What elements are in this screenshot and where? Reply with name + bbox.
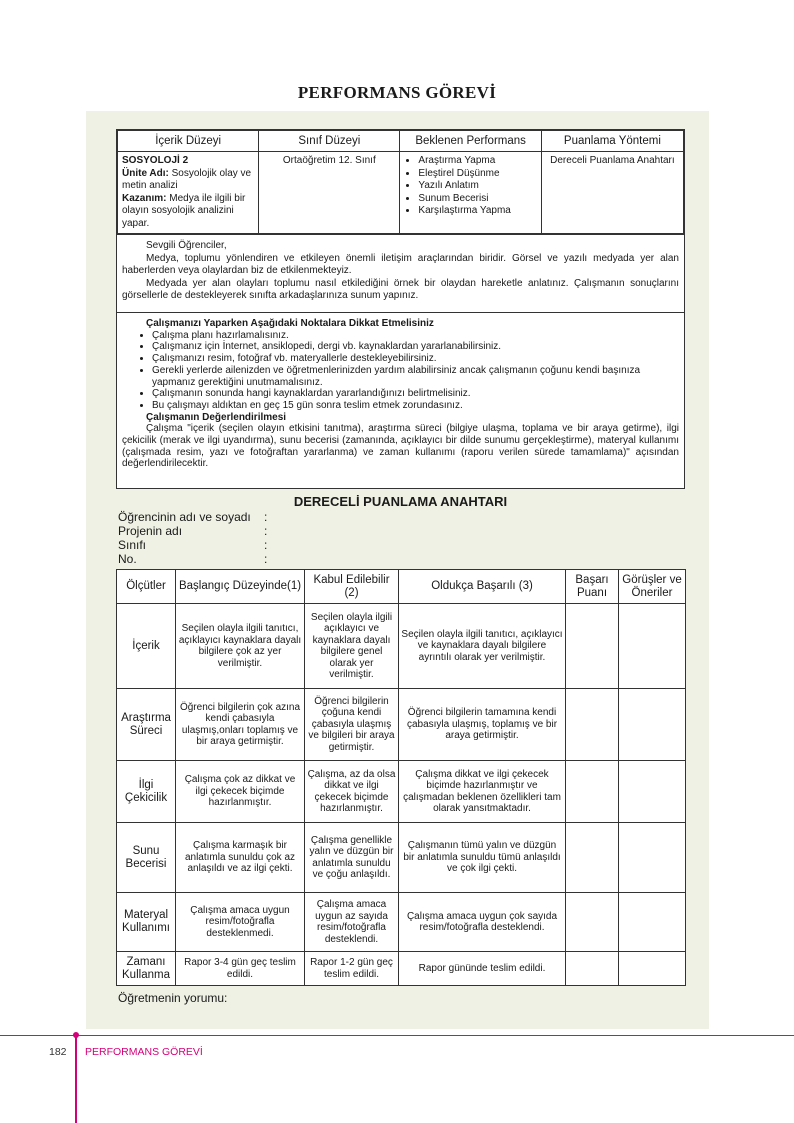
expected-item: • Araştırma Yapma: [418, 155, 536, 168]
criterion-cell: Materyal Kullanımı: [117, 893, 176, 952]
field-label: Öğrencinin adı ve soyadı: [118, 510, 251, 524]
field-colon: :: [264, 538, 268, 552]
field-project-name[interactable]: [118, 524, 418, 538]
field-student-name[interactable]: [118, 510, 418, 524]
scoring-method-cell: Dereceli Puanlama Anahtarı: [541, 152, 683, 234]
level1-cell: Çalışma çok az dikkat ve ilgi çekecek biçimde hazırlanmıştır.: [176, 761, 305, 823]
comments-cell[interactable]: [619, 761, 686, 823]
criterion-cell: Zamanı Kullanma: [117, 952, 176, 986]
table-row: [117, 689, 686, 761]
instruction-item: • Çalışmanız için İnternet, ansiklopedi, dergi vb. kaynaklardan yararlanabilirsiniz.: [152, 341, 679, 353]
footer-section-label: PERFORMANS GÖREVİ: [85, 1046, 203, 1058]
level3-cell: Çalışmanın tümü yalın ve düzgün bir anlatımla sunuldu tümü anlaşıldı ve çok ilgi çekti.: [399, 823, 566, 893]
expected-item: • Eleştirel Düşünme: [418, 168, 536, 181]
student-letter: [116, 235, 685, 313]
grade-cell: Ortaöğretim 12. Sınıf: [259, 152, 400, 234]
instruction-item: • Çalışma planı hazırlamalısınız.: [152, 330, 679, 342]
unit-value: Sosyolojik olay ve metin analizi: [122, 167, 252, 191]
criterion-cell: Sunu Becerisi: [117, 823, 176, 893]
score-cell[interactable]: [566, 604, 619, 689]
level1-cell: Çalışma amaca uygun resim/fotoğrafla desteklenmedi.: [176, 893, 305, 952]
criterion-cell: Araştırma Süreci: [117, 689, 176, 761]
expected-item: • Sunum Becerisi: [418, 193, 536, 206]
gain-label: Kazanım:: [122, 192, 167, 204]
level3-cell: Seçilen olayla ilgili tanıtıcı, açıklayıcı ve kaynaklara dayalı bilgilere ayrıntılı olarak yer verilmiştir.: [399, 604, 566, 689]
level1-cell: Rapor 3-4 gün geç teslim edildi.: [176, 952, 305, 986]
header-grade-level: Sınıf Düzeyi: [259, 131, 400, 152]
level2-cell: Çalışma amaca uygun az sayıda resim/fotoğrafla desteklendi.: [305, 893, 399, 952]
instructions-heading: Çalışmanızı Yaparken Aşağıdaki Noktalara Dikkat Etmelisiniz: [146, 318, 434, 329]
gain-value: Medya ile ilgili bir olayın sosyolojik analizini yapar.: [122, 192, 246, 229]
instruction-item: • Çalışmanızı resim, fotoğraf vb. materyallerle destekleyebilirsiniz.: [152, 353, 679, 365]
comments-cell[interactable]: [619, 893, 686, 952]
level2-cell: Rapor 1-2 gün geç teslim edildi.: [305, 952, 399, 986]
score-cell[interactable]: [566, 952, 619, 986]
evaluation-text: Çalışma "içerik (seçilen olayın etkisini tanıtma), araştırma süreci (bilgiye ulaşma, toplama ve bir araya getirme), ilgi çekicilik (merak ve ilgi uyandırma), sunu becerisi (zamanında, açıklayıcı bir dilde sunumu gerçekleştirme), materyal kullanımı (çalışmada resim, yazı ve fotoğraftan yararlanma) ve zaman kullanımı (raporu verilen sürede tamamlama)" açısından değerlendirilecektir.: [122, 423, 679, 470]
rubric-table: [116, 569, 686, 986]
comments-cell[interactable]: [619, 689, 686, 761]
instructions-box: [116, 312, 685, 489]
table-row: [117, 761, 686, 823]
rubric-header-comments: Görüşler ve Öneriler: [619, 570, 686, 604]
comments-cell[interactable]: [619, 823, 686, 893]
footer-accent-line: [75, 1035, 77, 1123]
score-cell[interactable]: [566, 893, 619, 952]
level3-cell: Çalışma dikkat ve ilgi çekecek biçimde hazırlanmıştır ve çalışmadan beklenen özellikleri tam olarak yansıtmaktadır.: [399, 761, 566, 823]
letter-greeting: Sevgili Öğrenciler,: [146, 240, 227, 251]
level2-cell: Çalışma, az da olsa dikkat ve ilgi çekecek biçimde hazırlanmıştır.: [305, 761, 399, 823]
level1-cell: Çalışma karmaşık bir anlatımla sunuldu çok az anlaşıldı ve az ilgi çekti.: [176, 823, 305, 893]
comments-cell[interactable]: [619, 604, 686, 689]
rubric-title: DERECELİ PUANLAMA ANAHTARI: [293, 494, 508, 509]
evaluation-heading: Çalışmanın Değerlendirilmesi: [146, 411, 287, 423]
instruction-item: • Gerekli yerlerde ailenizden ve öğretmenlerinizden yardım alabilirsiniz ancak çalışmanın çoğunu kendi başınıza yapmanız gerektiğini unutmamalısınız.: [152, 365, 679, 388]
content-level-cell: [118, 152, 259, 234]
comments-cell[interactable]: [619, 952, 686, 986]
level2-cell: Öğrenci bilgilerin çoğuna kendi çabasıyla ulaşmış ve bilgileri bir araya getirmiştir.: [305, 689, 399, 761]
field-colon: :: [264, 552, 268, 566]
letter-paragraph: Medya, toplumu yönlendiren ve etkileyen önemli iletişim araçlarından biridir. Görsel ve yazılı medyada yer alan haberlerden veya olaylardan biz de etkilenmekteyiz.: [122, 252, 679, 276]
field-label: Sınıfı: [118, 538, 147, 552]
expected-item: • Karşılaştırma Yapma: [418, 205, 536, 218]
score-cell[interactable]: [566, 689, 619, 761]
unit-label: Ünite Adı:: [122, 167, 169, 179]
rubric-header-criteria: Ölçütler: [117, 570, 176, 604]
level1-cell: Seçilen olayla ilgili tanıtıcı, açıklayıcı kaynaklara dayalı bilgilere çok az yer verilmiştir.: [176, 604, 305, 689]
field-colon: :: [264, 510, 268, 524]
table-row: [117, 604, 686, 689]
footer-divider: [0, 1035, 794, 1036]
header-scoring-method: Puanlama Yöntemi: [541, 131, 683, 152]
instruction-item: • Bu çalışmayı aldıktan en geç 15 gün sonra teslim etmek zorundasınız.: [152, 400, 679, 412]
score-cell[interactable]: [566, 823, 619, 893]
level1-cell: Öğrenci bilgilerin çok azına kendi çabasıyla ulaşmış,onları toplamış ve bir araya getirmiştir.: [176, 689, 305, 761]
expected-item: • Yazılı Anlatım: [418, 180, 536, 193]
header-expected-performance: Beklenen Performans: [400, 131, 541, 152]
level2-cell: Çalışma genellikle yalın ve düzgün bir anlatımla sunuldu ve çoğu anlaşıldı.: [305, 823, 399, 893]
letter-paragraph: Medyada yer alan olayları toplumu nasıl etkilediğini örnek bir olaydan hareketle anlatınız. Çalışmanın sonuçlarını görsellerle de destekleyerek sınıfta arkadaşlarınıza sunum yapınız.: [122, 277, 679, 301]
teacher-comment-label: Öğretmenin yorumu:: [118, 991, 228, 1005]
page-title: PERFORMANS GÖREVİ: [297, 83, 497, 102]
table-row: [117, 893, 686, 952]
field-class[interactable]: [118, 538, 418, 552]
rubric-header-score: Başarı Puanı: [566, 570, 619, 604]
footer-accent-dot: [73, 1032, 79, 1038]
table-row: [117, 952, 686, 986]
rubric-header-level1: Başlangıç Düzeyinde(1): [176, 570, 305, 604]
level3-cell: Öğrenci bilgilerin tamamına kendi çabasıyla ulaşmış, toplamış ve bir araya getirmiştir.: [399, 689, 566, 761]
criterion-cell: İlgi Çekicilik: [117, 761, 176, 823]
expected-performance-cell: [400, 152, 541, 234]
subject-name: SOSYOLOJİ 2: [122, 155, 189, 166]
field-label: Projenin adı: [118, 524, 183, 538]
header-content-level: İçerik Düzeyi: [118, 131, 259, 152]
rubric-header-level2: Kabul Edilebilir (2): [305, 570, 399, 604]
table-row: [117, 823, 686, 893]
page-number: 182: [49, 1046, 67, 1058]
field-label: No.: [118, 552, 137, 566]
student-fields: [118, 510, 418, 566]
field-number[interactable]: [118, 552, 418, 566]
info-table: [116, 129, 685, 235]
level3-cell: Rapor gününde teslim edildi.: [399, 952, 566, 986]
criterion-cell: İçerik: [117, 604, 176, 689]
field-colon: :: [264, 524, 268, 538]
instruction-item: • Çalışmanın sonunda hangi kaynaklardan yararlandığınızı belirtmelisiniz.: [152, 388, 679, 400]
score-cell[interactable]: [566, 761, 619, 823]
level2-cell: Seçilen olayla ilgili açıklayıcı ve kaynaklara dayalı bilgilere genel olarak yer verilmiştir.: [305, 604, 399, 689]
level3-cell: Çalışma amaca uygun çok sayıda resim/fotoğrafla desteklendi.: [399, 893, 566, 952]
rubric-header-level3: Oldukça Başarılı (3): [399, 570, 566, 604]
